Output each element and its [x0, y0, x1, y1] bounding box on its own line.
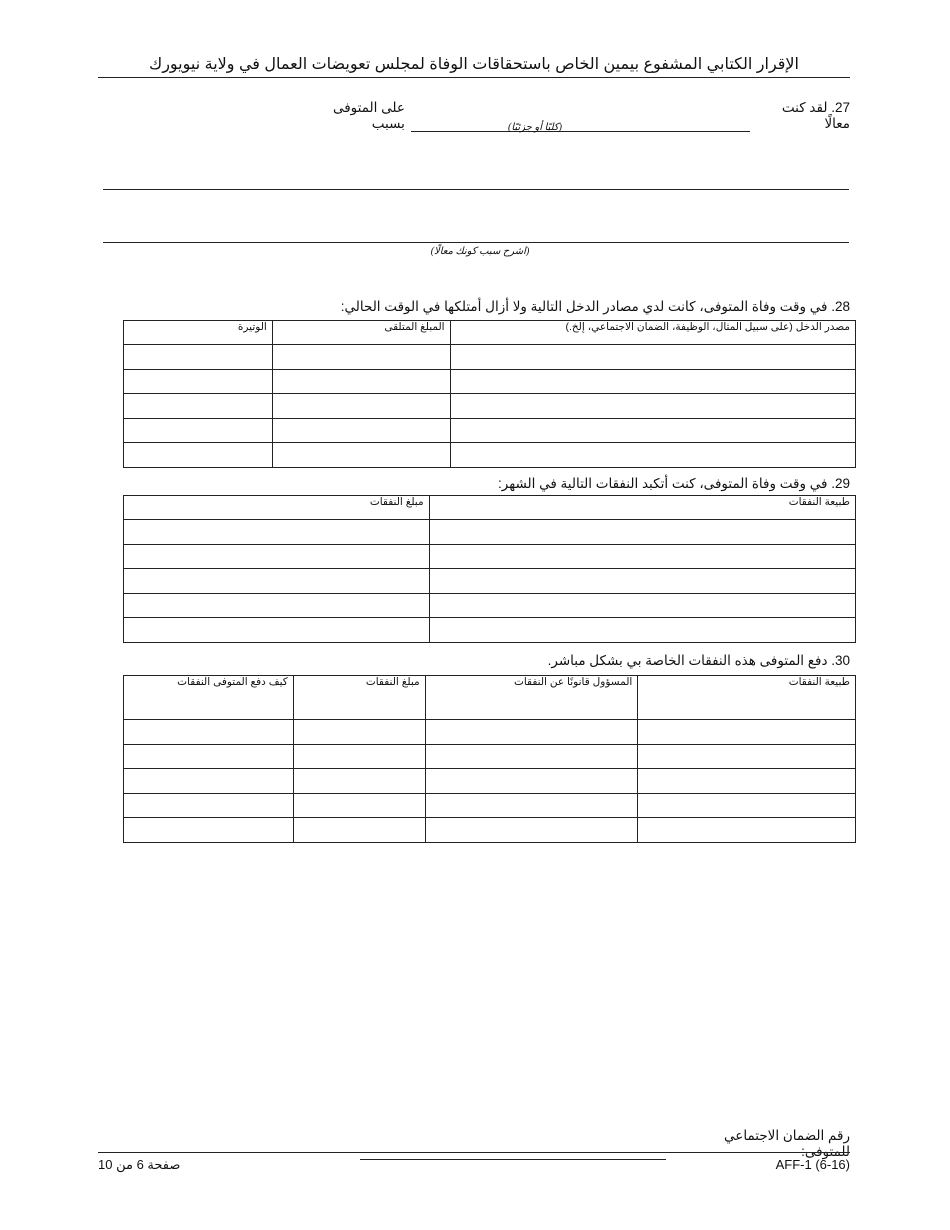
q27-hint-partial: (كليًا أو جزئيًا)	[508, 122, 562, 133]
table-row	[124, 418, 856, 443]
table-row	[124, 394, 856, 419]
table-cell[interactable]	[124, 720, 294, 745]
table-cell[interactable]	[272, 345, 450, 370]
table-cell[interactable]	[425, 744, 638, 769]
table-cell[interactable]	[124, 569, 430, 594]
table-cell[interactable]	[450, 345, 855, 370]
table-cell[interactable]	[429, 520, 855, 545]
q27-explain-line-1[interactable]	[103, 189, 849, 190]
q30-paid-expenses-table	[123, 675, 856, 843]
q28-question: 28. في وقت وفاة المتوفى، كانت لدي مصادر الدخل التالية ولا أزال أمتلكها في الوقت الحالي:	[340, 299, 850, 314]
table-cell[interactable]	[293, 769, 425, 794]
table-row	[124, 369, 856, 394]
q29-header-amount: مبلغ النفقات	[124, 496, 430, 520]
q30-header-nature: طبيعة النفقات	[638, 676, 856, 720]
table-row	[124, 593, 856, 618]
table-cell[interactable]	[450, 369, 855, 394]
table-cell[interactable]	[124, 520, 430, 545]
page-title: الإقرار الكتابي المشفوع بيمين الخاص باستحقاقات الوفاة لمجلس تعويضات العمال في ولاية نيويورك	[149, 56, 799, 73]
table-row	[124, 769, 856, 794]
table-cell[interactable]	[124, 744, 294, 769]
table-row	[124, 569, 856, 594]
table-cell[interactable]	[124, 769, 294, 794]
table-cell[interactable]	[124, 369, 273, 394]
q28-header-amount: المبلغ المتلقى	[272, 321, 450, 345]
table-cell[interactable]	[124, 818, 294, 843]
table-cell[interactable]	[293, 744, 425, 769]
q29-header-nature: طبيعة النفقات	[429, 496, 855, 520]
table-row	[124, 520, 856, 545]
table-cell[interactable]	[124, 793, 294, 818]
form-code: AFF-1 (6-16)	[775, 1157, 850, 1172]
table-row	[124, 818, 856, 843]
table-row	[124, 443, 856, 468]
table-cell[interactable]	[638, 818, 856, 843]
table-cell[interactable]	[450, 418, 855, 443]
q30-header-amount: مبلغ النفقات	[293, 676, 425, 720]
table-cell[interactable]	[293, 818, 425, 843]
q30-header-how-paid: كيف دفع المتوفى النفقات	[124, 676, 294, 720]
table-cell[interactable]	[124, 345, 273, 370]
table-cell[interactable]	[638, 769, 856, 794]
q30-question: 30. دفع المتوفى هذه النفقات الخاصة بي بشكل مباشر.	[547, 653, 850, 668]
q27-text-before: 27. لقد كنت معالًا	[781, 100, 850, 131]
table-cell[interactable]	[638, 720, 856, 745]
table-row	[124, 544, 856, 569]
q28-header-frequency: الوتيرة	[124, 321, 273, 345]
table-cell[interactable]	[425, 793, 638, 818]
q28-income-table	[123, 320, 856, 468]
table-cell[interactable]	[425, 769, 638, 794]
table-row	[124, 744, 856, 769]
footer-rule	[98, 1152, 850, 1153]
q30-header-responsible: المسؤول قانونًا عن النفقات	[425, 676, 638, 720]
table-cell[interactable]	[429, 618, 855, 643]
table-row	[124, 793, 856, 818]
q29-expenses-table	[123, 495, 856, 643]
table-header-row	[124, 496, 856, 520]
table-cell[interactable]	[425, 720, 638, 745]
table-cell[interactable]	[272, 394, 450, 419]
table-cell[interactable]	[124, 394, 273, 419]
table-cell[interactable]	[124, 443, 273, 468]
table-cell[interactable]	[272, 369, 450, 394]
ssn-label: رقم الضمان الاجتماعي للمتوفى:	[724, 1128, 850, 1159]
table-cell[interactable]	[124, 593, 430, 618]
ssn-line	[360, 1128, 850, 1160]
table-cell[interactable]	[638, 793, 856, 818]
table-header-row	[124, 676, 856, 720]
table-header-row	[124, 321, 856, 345]
table-cell[interactable]	[429, 569, 855, 594]
q27-explain-line-2[interactable]	[103, 242, 849, 243]
q29-question: 29. في وقت وفاة المتوفى، كنت أتكبد النفقات التالية في الشهر:	[498, 476, 850, 491]
table-cell[interactable]	[124, 618, 430, 643]
page-number: صفحة 6 من 10	[98, 1157, 181, 1172]
table-cell[interactable]	[429, 544, 855, 569]
table-cell[interactable]	[429, 593, 855, 618]
table-cell[interactable]	[450, 394, 855, 419]
table-cell[interactable]	[272, 443, 450, 468]
q27-text-after: على المتوفى بسبب	[332, 100, 405, 131]
q28-header-source: مصدر الدخل (على سبيل المثال، الوظيفة، الضمان الاجتماعي، إلخ.)	[450, 321, 855, 345]
q27-hint-explain: (اشرح سبب كونك معالًا)	[430, 246, 530, 257]
table-cell[interactable]	[124, 418, 273, 443]
table-cell[interactable]	[124, 544, 430, 569]
table-cell[interactable]	[272, 418, 450, 443]
table-row	[124, 618, 856, 643]
table-cell[interactable]	[293, 720, 425, 745]
table-row	[124, 720, 856, 745]
table-cell[interactable]	[293, 793, 425, 818]
table-row	[124, 345, 856, 370]
table-cell[interactable]	[450, 443, 855, 468]
table-cell[interactable]	[638, 744, 856, 769]
table-cell[interactable]	[425, 818, 638, 843]
header-rule	[98, 77, 850, 78]
